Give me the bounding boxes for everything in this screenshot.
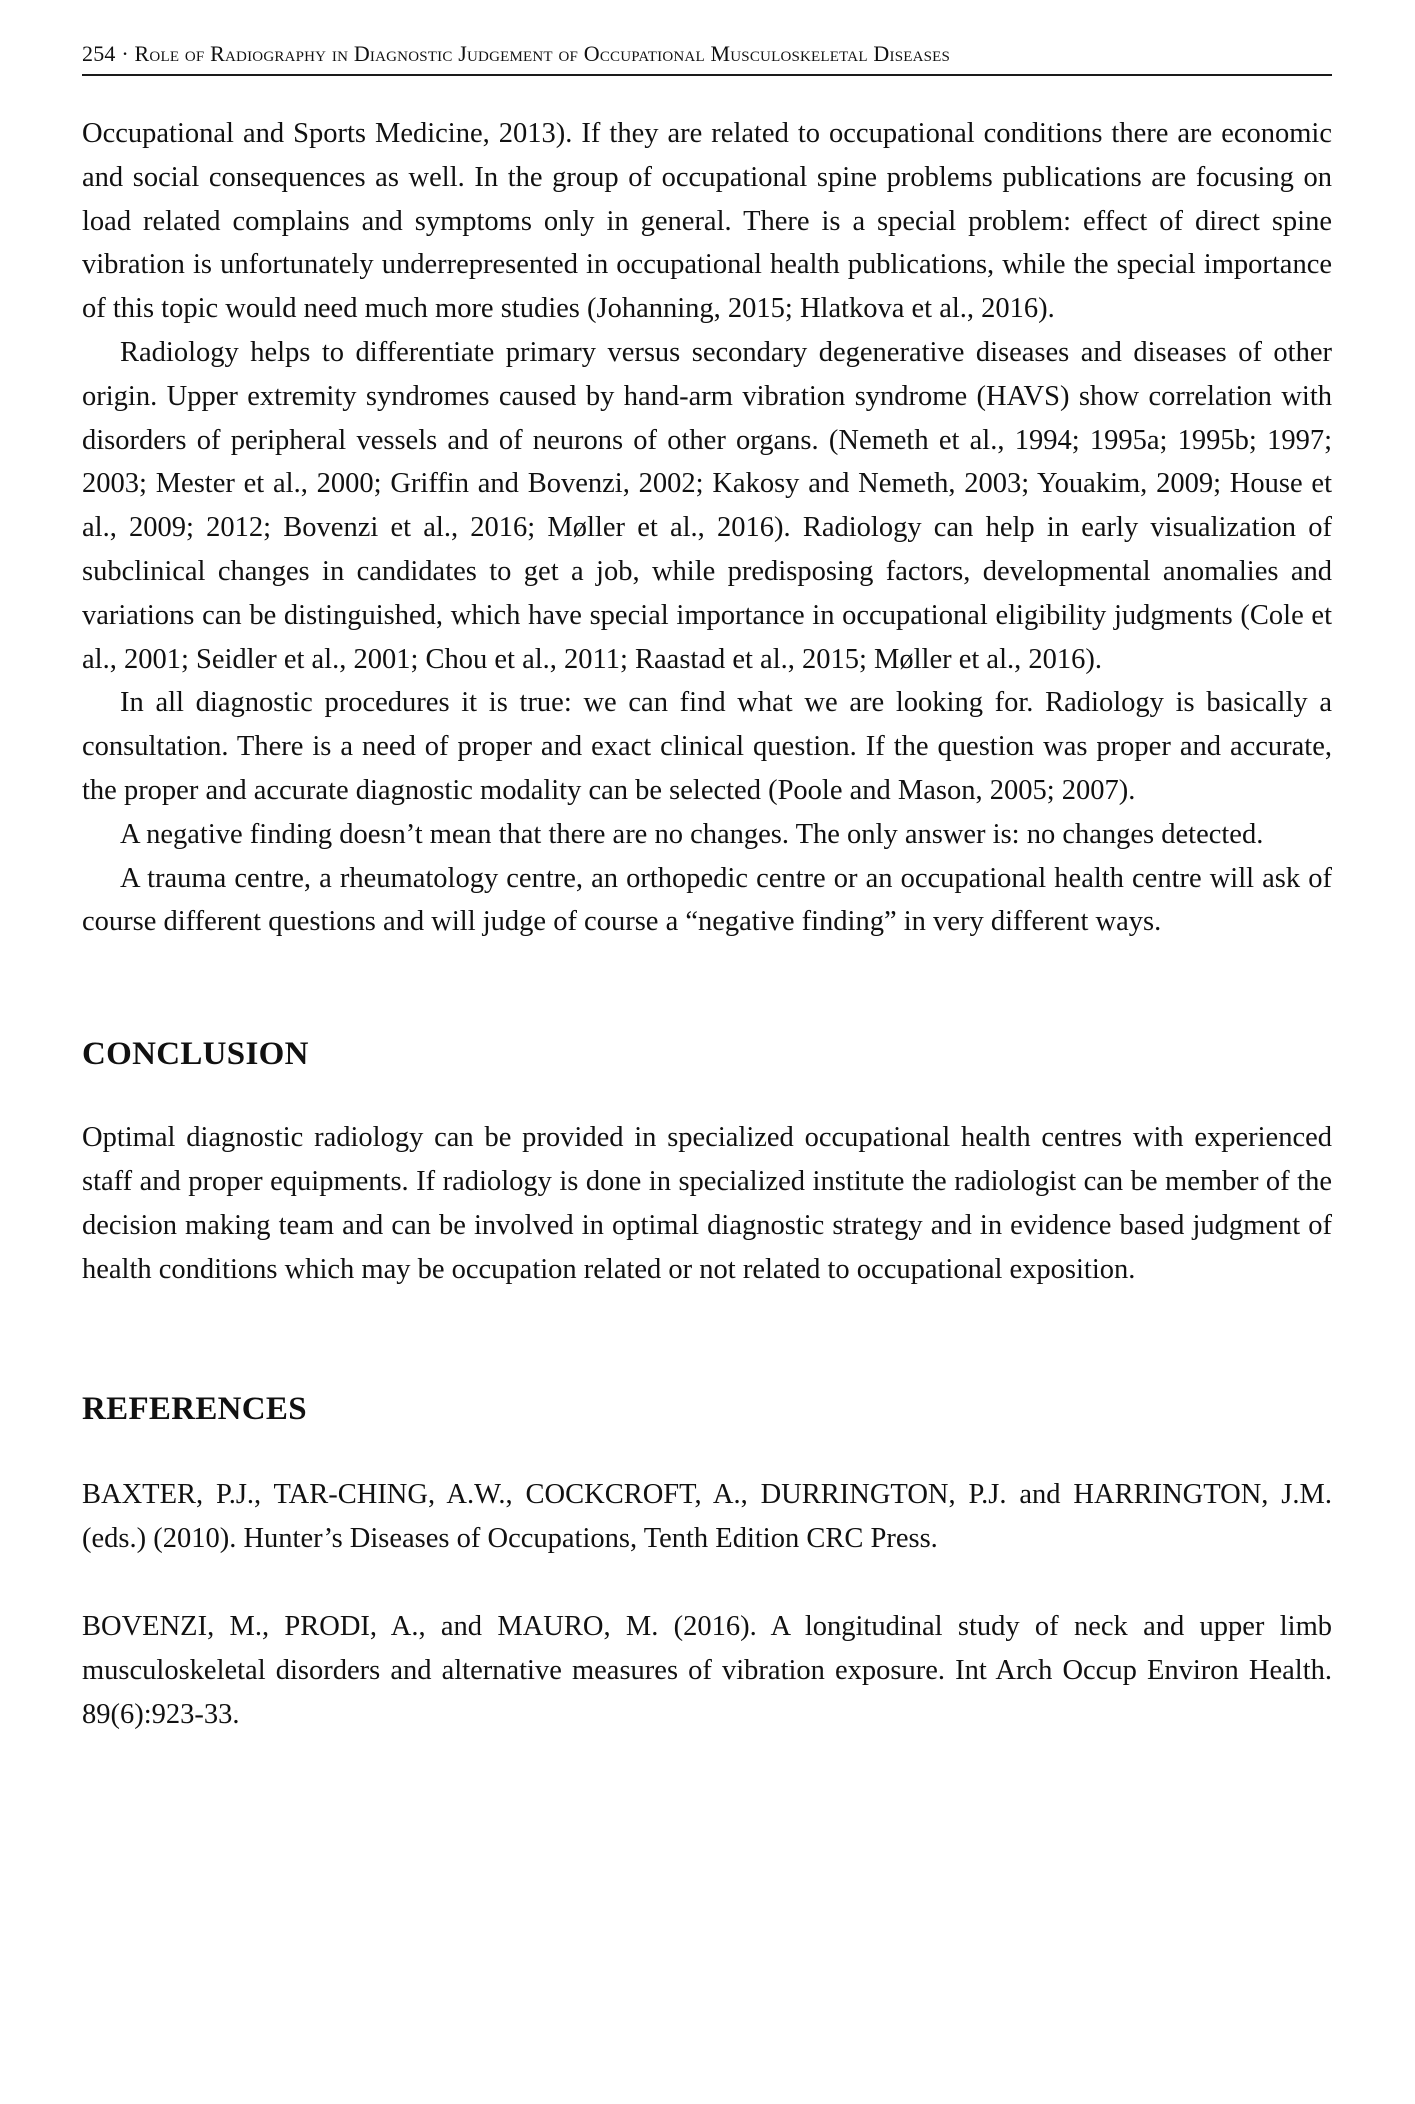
reference-item: BOVENZI, M., PRODI, A., and MAURO, M. (2016). A longitudinal study of neck and upper limb musculoskeletal disorders and alternative measures of vibration exposure. Int Arch Occup Environ Health. 89(6):923-33. — [82, 1610, 1332, 1730]
paragraph-diagnostic-procedures: In all diagnostic procedures it is true: we can find what we are looking for. Radiology is basically a consultation. There is a need of proper and exact clinical question. If the question was proper and accurate, the proper and accurate diagnostic modality can be selected (Poole and Mason, 2005; 2007). — [82, 687, 1332, 806]
document-page — [82, 40, 1332, 1780]
paragraph-centres: A trauma centre, a rheumatology centre, an orthopedic centre or an occupational health centre will ask of course different questions and will judge of course a “negative finding” in very different ways. — [82, 862, 1332, 938]
conclusion-paragraph: Optimal diagnostic radiology can be provided in specialized occupational health centres with experienced staff and proper equipments. If radiology is done in specialized institute the radiologist can be member of the decision making team and can be involved in optimal diagnostic strategy and in evidence based judgment of health conditions which may be occupation related or not related to occupational exposition. — [82, 1122, 1332, 1285]
header-separator: · — [121, 41, 129, 66]
body-text — [82, 112, 1332, 944]
running-header — [82, 40, 1332, 76]
page-number: 254 — [82, 41, 116, 66]
references-heading: REFERENCES — [82, 1391, 307, 1428]
paragraph-negative-finding: A negative finding doesn’t mean that there are no changes. The only answer is: no changes detected. — [120, 818, 1264, 850]
running-title: Role of Radiography in Diagnostic Judgement of Occupational Musculoskeletal Diseases — [134, 41, 951, 66]
paragraph-continuation: Occupational and Sports Medicine, 2013). If they are related to occupational conditions there are economic and social consequences as well. In the group of occupational spine problems publications are focusing on load related complains and symptoms only in general. There is a special problem: effect of direct spine vibration is unfortunately underrepresented in occupational health publications, while the special importance of this topic would need much more studies (Johanning, 2015; Hlatkova et al., 2016). — [82, 118, 1332, 325]
conclusion-heading: CONCLUSION — [82, 1036, 309, 1073]
paragraph-radiology-differentiation: Radiology helps to differentiate primary versus secondary degenerative diseases and diseases of other origin. Upper extremity syndromes caused by hand-arm vibration syndrome (HAVS) show correlation with disorders of peripheral vessels and of neurons of other organs. (Nemeth et al., 1994; 1995a; 1995b; 1997; 2003; Mester et al., 2000; Griffin and Bovenzi, 2002; Kakosy and Nemeth, 2003; Youakim, 2009; House et al., 2009; 2012; Bovenzi et al., 2016; Møller et al., 2016). Radiology can help in early visualization of subclinical changes in candidates to get a job, while predisposing factors, developmental anomalies and variations can be distinguished, which have special importance in occupational eligibility judgments (Cole et al., 2001; Seidler et al., 2001; Chou et al., 2011; Raastad et al., 2015; Møller et al., 2016). — [82, 336, 1332, 675]
references-list — [82, 1473, 1332, 1736]
reference-item: BAXTER, P.J., TAR-CHING, A.W., COCKCROFT, A., DURRINGTON, P.J. and HARRINGTON, J.M. (eds.) (2010). Hunter’s Diseases of Occupations, Tenth Edition CRC Press. — [82, 1479, 1332, 1555]
